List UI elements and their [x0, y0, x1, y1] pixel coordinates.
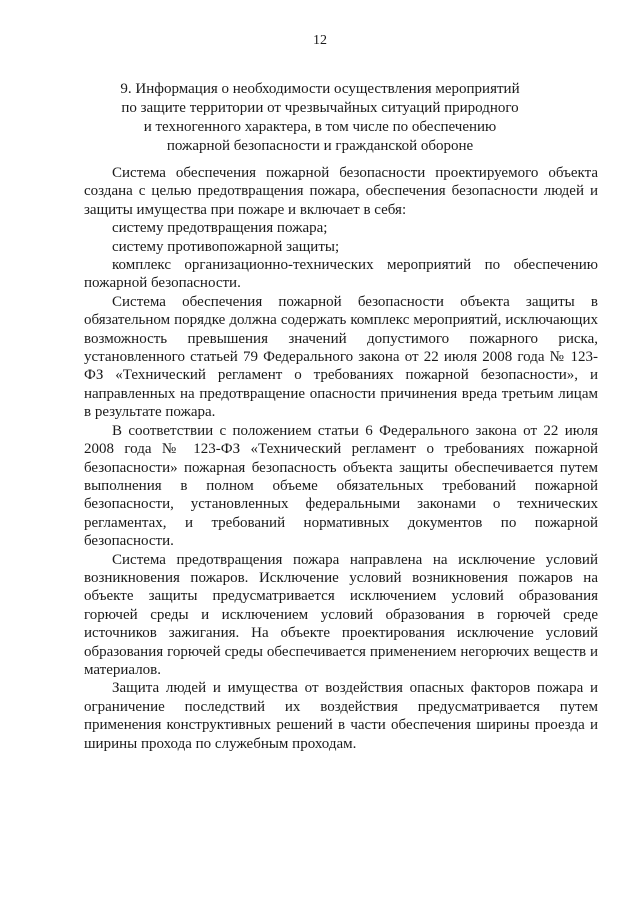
- page-number: 12: [313, 33, 327, 48]
- heading-line-1: 9. Информация о необходимости осуществления мероприятий: [120, 81, 520, 97]
- paragraph-federal-law: В соответствии с положением статьи 6 Федерального закона от 22 июля 2008 года № 123-ФЗ «Технический регламент о требованиях пожарной безопасности» пожарная безопасность объекта защиты обеспечивается путем выполнения в полном объеме обязательных требований пожарной безопасности, установленных федеральными законами о технических регламентах, и требований нормативных документов по пожарной безопасности.: [84, 422, 598, 550]
- body-text: [84, 164, 598, 753]
- heading-line-2: по защите территории от чрезвычайных ситуаций природного: [121, 100, 519, 116]
- list-item-fire-prevention: систему предотвращения пожара;: [112, 220, 328, 237]
- section-heading: [60, 80, 580, 156]
- list-item-fire-protection: систему противопожарной защиты;: [112, 238, 340, 255]
- paragraph-people-protection: Защита людей и имущества от воздействия опасных факторов пожара и ограничение последствий их воздействия предусматривается путем применения конструктивных решений в части обеспечения ширины проезда и ширины прохода по служебным проходам.: [84, 680, 598, 752]
- paragraph-fire-safety-system: Система обеспечения пожарной безопасности проектируемого объекта создана с целью предотвращения пожара, обеспечения безопасности людей и защиты имущества при пожаре и включает в себя:: [84, 165, 598, 218]
- heading-line-3: и техногенного характера, в том числе по обеспечению: [143, 119, 497, 135]
- paragraph-prevention-system: Система предотвращения пожара направлена на исключение условий возникновения пожаров. Исключение условий возникновения пожаров на объекте защиты предусматривается исключением условий образования горючей среды и исключением условий образования в горючей среде источников зажигания. На объекте проектирования исключение условий образования горючей среды обеспечивается применением негорючих веществ и материалов.: [84, 551, 598, 678]
- paragraph-mandatory-measures: Система обеспечения пожарной безопасности объекта защиты в обязательном порядке должна содержать комплекс мероприятий, исключающих возможность превышения значений допустимого пожарного риска, установленного статьей 79 Федерального закона от 22 июля 2008 года № 123-ФЗ «Технический регламент о требованиях пожарной безопасности», и направленных на предотвращение опасности причинения вреда третьим лицам в результате пожара.: [84, 293, 598, 421]
- list-item-organizational-measures: комплекс организационно-технических мероприятий по обеспечению пожарной безопасности.: [84, 257, 598, 292]
- heading-line-4: пожарной безопасности и гражданской обороне: [166, 138, 474, 154]
